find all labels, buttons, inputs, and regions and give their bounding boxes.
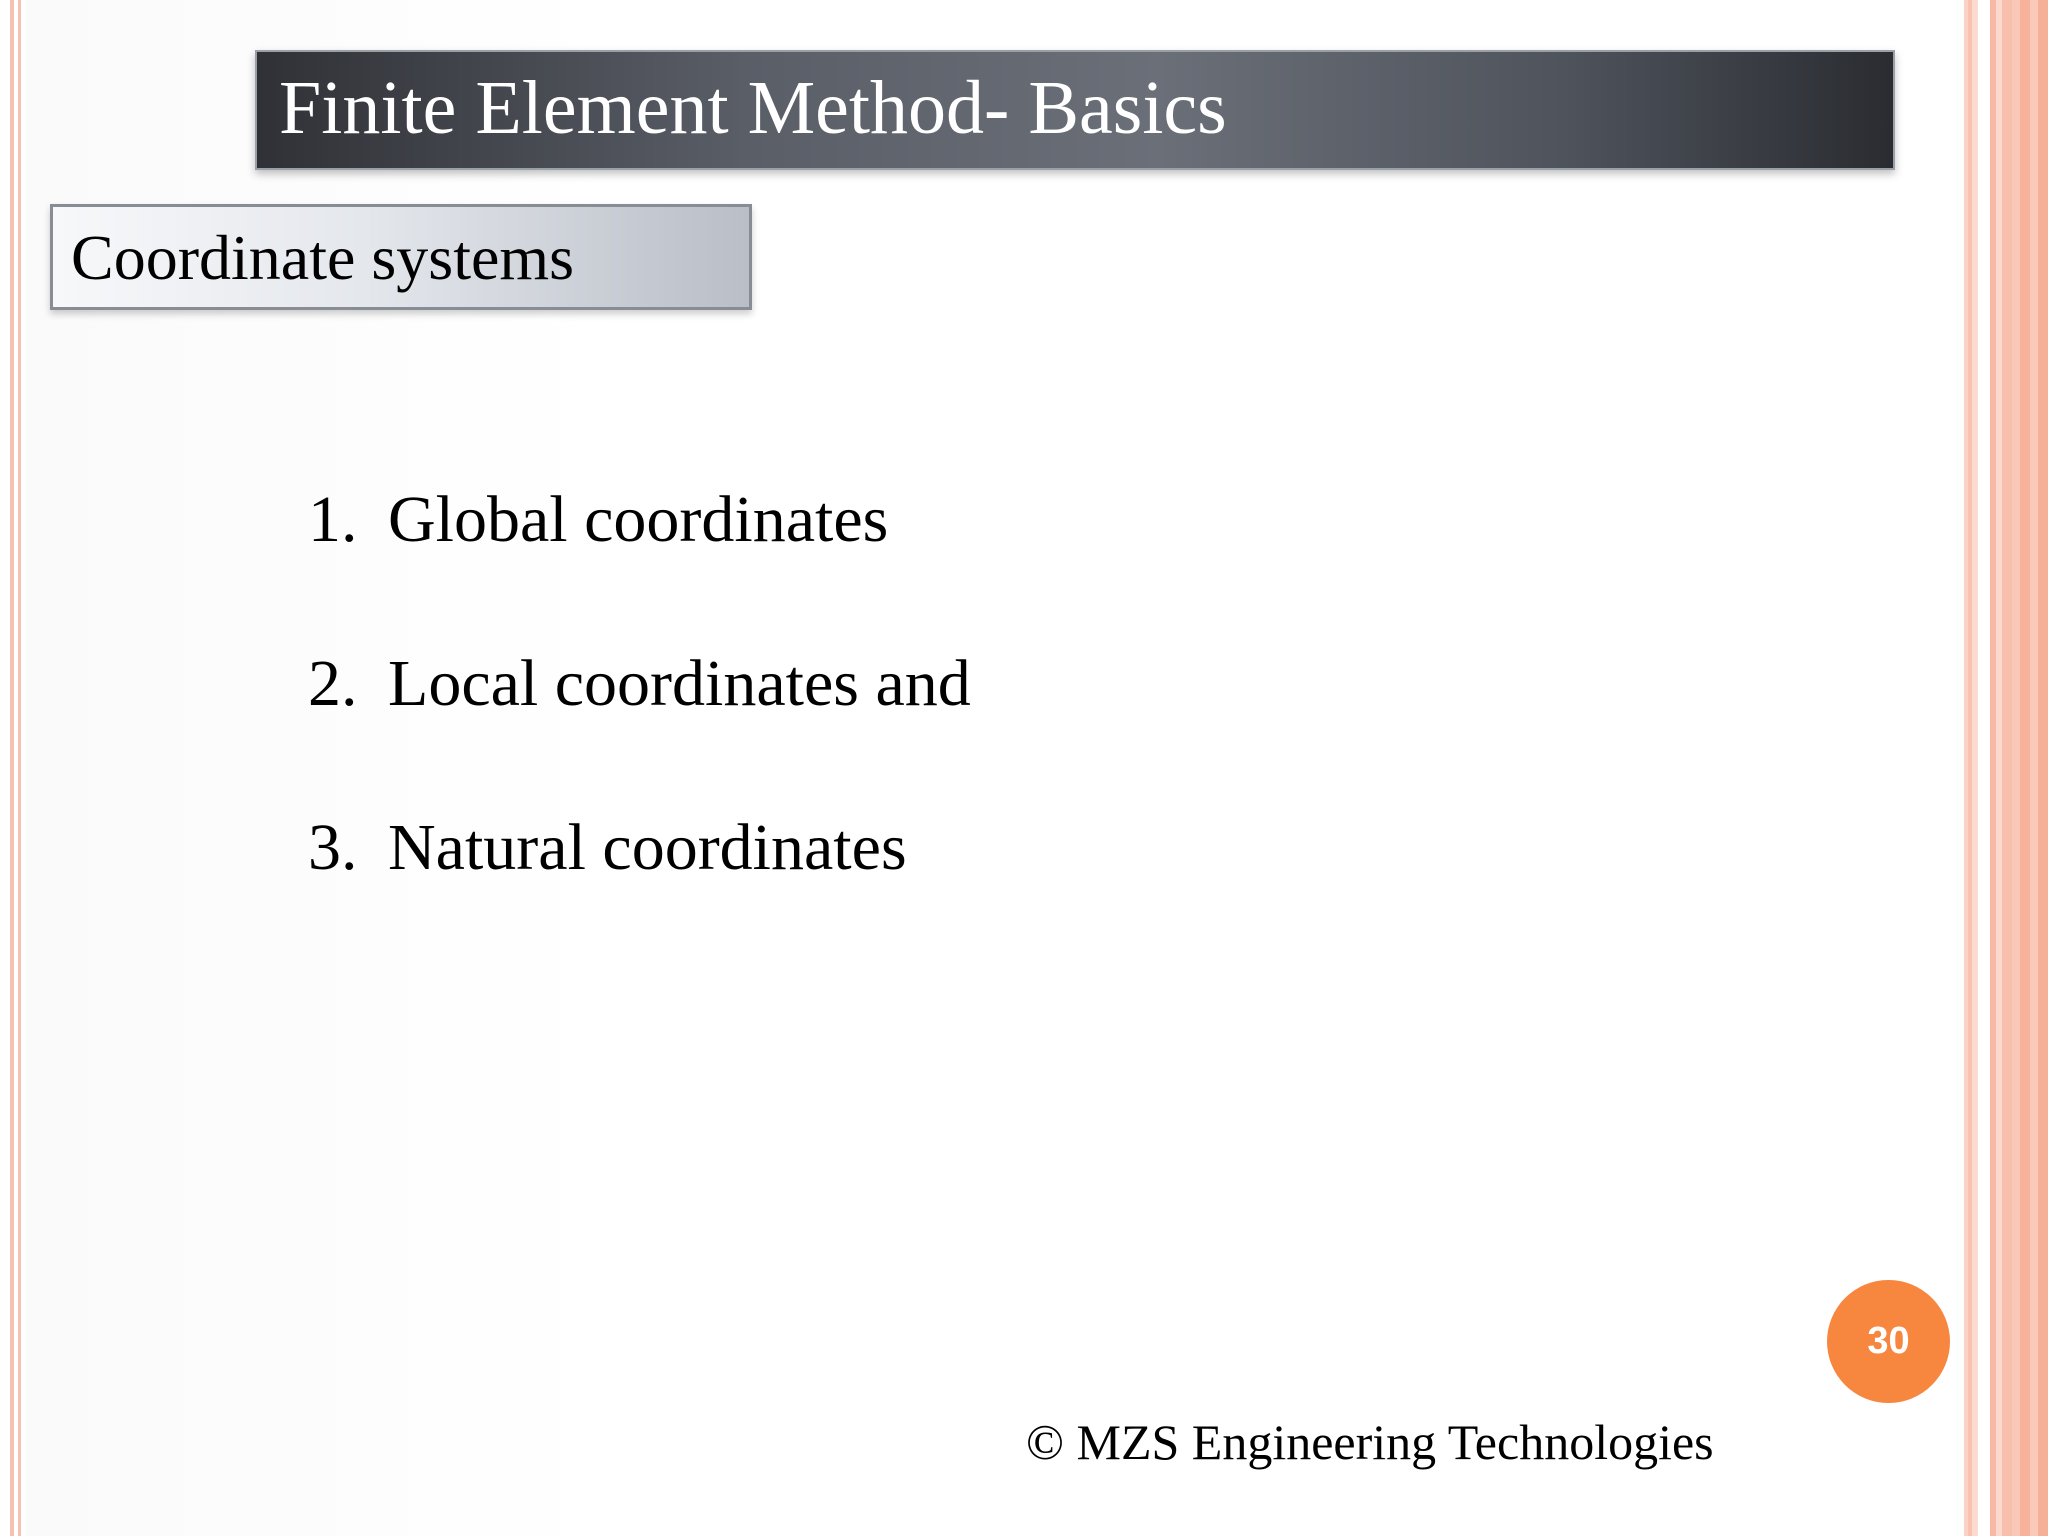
list-item-number: 1. [308,483,358,556]
list-item-number: 2. [308,647,358,720]
subtitle-box [50,204,752,310]
slide-subtitle: Coordinate systems [71,222,575,293]
page-number-badge [1827,1280,1950,1403]
left-decorative-border [0,0,26,1536]
list-item-text: Global coordinates [388,483,889,556]
list-item-number: 3. [308,811,358,884]
right-decorative-border [1956,0,2048,1536]
list-item-text: Local coordinates and [388,647,971,720]
slide-title: Finite Element Method- Basics [279,66,1227,150]
title-bar [255,50,1895,170]
page-number: 30 [1867,1320,1910,1362]
copyright-footer: © MZS Engineering Technologies [1026,1414,1714,1470]
list-item-text: Natural coordinates [388,811,907,884]
